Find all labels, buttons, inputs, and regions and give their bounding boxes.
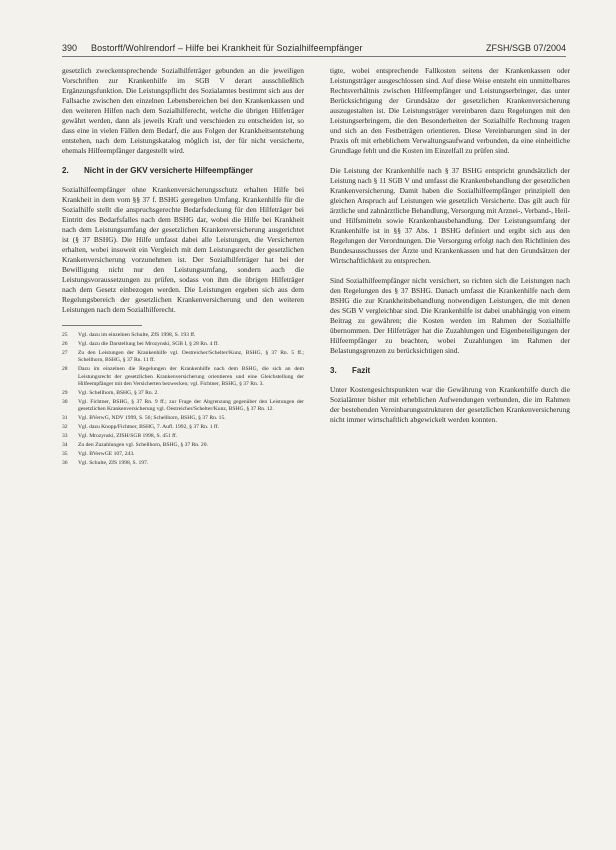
- footnote: [62, 460, 304, 467]
- body-paragraph: Die Leistung der Krankenhilfe nach § 37 BSHG entspricht grundsätzlich der Leistung nach § 11 SGB V und umfasst die Krankenbehandlung der gesetzlichen Krankenversicherung. Damit haben die Sozialhilfeempfänger prinzipiell den gleichen Anspruch auf Leistungen wie gesetzlich Versicherte. Das gilt auch für ärztliche und zahnärztliche Behandlung, Versorgung mit Arznei-, Verband-, Heil- und Hilfsmitteln sowie Krankenhausbehandlung. Der Leistungsumfang der Krankenhilfe ist in §§ 37 Abs. 1 BSHG definiert und ergibt sich aus den Regelungen der Verordnungen. Die Versorgung erfolgt nach den Richtlinien des Bundesausschusses der Ärzte und Krankenkassen und hat den Grundsätzen der Wirtschaftlichkeit zu entsprechen.: [330, 166, 570, 265]
- footnote-text: Vgl. dazu die Darstellung bei Mrozynski, SGB I, § 28 Rn. 4 ff.: [78, 340, 219, 347]
- footnote: [62, 332, 304, 339]
- footnote-text: Vgl. Mrozynski, ZfSH/SGB 1998, S. 451 ff.: [78, 432, 178, 439]
- footnote: [62, 350, 304, 365]
- footnote-number: 28: [62, 366, 68, 373]
- footnote-number: 34: [62, 441, 68, 448]
- footnote: [62, 341, 304, 348]
- section-title: Nicht in der GKV versicherte Hilfeempfänger: [84, 166, 253, 175]
- section-heading: [62, 166, 304, 176]
- footnote-text: Vgl. dazu Knopp/Fichtner, BSHG, 7. Aufl. 1992, § 37 Rn. 1 ff.: [78, 423, 219, 430]
- right-column: [330, 66, 570, 435]
- footnote-text: Dazu im einzelnen die Regelungen der Krankenhilfe nach dem BSHG, die sich an dem Leistungsrecht der gesetzlichen Krankenversicherung orientieren und eine Gleichstellung der Hilfeempfänger mit den Versicherten bezwecken; vgl. Fichtner, BSHG, § 37 Rn. 3.: [78, 366, 304, 387]
- running-title: Bostorff/Wohlrendorf – Hilfe bei Krankheit für Sozialhilfeempfänger: [91, 43, 363, 53]
- footnote-number: 25: [62, 332, 68, 338]
- body-paragraph: Unter Kostengesichtspunkten war die Gewährung von Krankenhilfe durch die Sozialämter bisher mit erheblichen Aufwendungen verbunden, die im Rahmen der bestehenden Vereinbarungsstrukturen der gesetzlichen Krankenversicherung nicht immer wirtschaftlich abgewickelt werden konnten.: [330, 385, 570, 424]
- footnote-number: 35: [62, 450, 68, 457]
- footnote-number: 26: [62, 340, 68, 347]
- section-number: 2.: [62, 166, 69, 175]
- footnote: [62, 424, 304, 431]
- footnote-number: 33: [62, 432, 68, 439]
- footnote: [62, 390, 304, 397]
- footnote-text: Vgl. Schulte, ZfS 1998, S. 197.: [78, 459, 149, 466]
- body-paragraph: Sind Sozialhilfeempfänger nicht versichert, so richten sich die Leistungen nach den Regelungen des § 37 BSHG. Danach umfasst die Krankenhilfe nach dem BSHG die zur Krankheitsbehandlung notwendigen Leistungen, die mit denen des SGB V vergleichbar sind. Die Krankenhilfe ist dabei unabhängig von einem Beitrag zu gewähren; die Kosten werden im Rahmen der Sozialhilfe übernommen. Der Hilfeträger hat die Zuzahlungen und Eigenbeteiligungen der Hilfeempfänger zu beachten, wobei Zuzahlungen im Rahmen der Belastungsgrenzen zu berücksichtigen sind.: [330, 276, 570, 355]
- footnote: [62, 442, 304, 449]
- body-paragraph: tigte, wobei entsprechende Fallkosten seitens der Krankenkassen oder Leistungsträger ausgeschlossen sind. Auf diese Weise entsteht ein unmittelbares Rechtsverhältnis zwischen Hilfeempfänger und Leistungserbringer, das unter Berücksichtigung der Grundsätze der gesetzlichen Krankenversicherung auszugestalten ist. Die Leistungsträger vereinbaren dazu Regelungen mit den Leistungserbringern, die den Besonderheiten der Sozialhilfe Rechnung tragen und sich an den Festbeträgen orientieren. Diese Vereinbarungen sind in der Praxis oft mit erheblichem Verwaltungsaufwand verbunden, da eine einheitliche Grundlage fehlt und die Kosten im Einzelfall zu prüfen sind.: [330, 66, 570, 155]
- footnotes: [62, 332, 304, 467]
- section-number: 3.: [330, 366, 337, 375]
- footnote: [62, 433, 304, 440]
- left-column: [62, 66, 304, 469]
- footnote: [62, 366, 304, 388]
- section-heading: [330, 366, 570, 376]
- footnote-number: 29: [62, 389, 68, 396]
- footnote-text: Vgl. BVerwG, NDV 1999, S. 56; Schellhorn, BSHG, § 37 Rn. 15.: [78, 415, 226, 422]
- footnote: [62, 415, 304, 422]
- footnote-number: 32: [62, 423, 68, 430]
- running-header: [62, 43, 566, 57]
- body-paragraph: Sozialhilfeempfänger ohne Krankenversicherungsschutz erhalten Hilfe bei Krankheit in dem vom §§ 37 f. BSHG geregelten Umfang. Krankenhilfe für die Sozialhilfe stellt die anspruchsgerechte Bedarfsdeckung für den Hilfeträger bei Eintritt des Bedarfsfalles nach dem BSHG dar, wobei die Hilfe bei Krankheit nach dem Leistungsumfang der gesetzlichen Krankenversicherung ausgerichtet ist (§ 37 BSHG). Die Hilfe umfasst dabei alle Leistungen, die Versicherten erhalten, wobei insoweit ein Vergleich mit dem Leistungsrecht der gesetzlichen Krankenversicherung vorzunehmen ist. Der Sozialhilfeträger hat bei der Bewilligung nicht nur den Leistungsumfang, sondern auch die Leistungsvoraussetzungen zu prüfen, sodass von ihm die übrigen Hilfeträger nach dem Gesetz einbezogen werden. Die Leistungen ergeben sich aus dem Regelungsbereich der gesetzlichen Krankenversicherung und den weiteren Leistungen nach dem Sozialhilferecht.: [62, 185, 304, 314]
- body-paragraph: gesetzlich zweckentsprechende Sozialhilfeträger gebunden an die jeweiligen Vorschriften zur Krankenhilfe im SGB V derart ausschließlich Ergänzungsfunktion. Die Leistungspflicht des Sozialamtes bestimmt sich aus der Fallsache zwischen den einzelnen Lebensbereichen bei den Krankenkassen und den weiteren Hilfen nach dem Sozialhilferecht, welche die übrigen Hilfeträger gewährt werden, dann als jeweils Kraft und verschieden zu entscheiden ist, so dass eine in vielen Fällen dem Bedarf, die aus Folgen der Krankheitsentstehung entstehen, nach dem Leistungskatalog möglich ist, der für nicht versicherte, ehemals Hilfeempfänger dargestellt wird.: [62, 66, 304, 155]
- footnote-text: Vgl. Fichtner, BSHG, § 37 Rn. 9 ff.; zur Frage der Abgrenzung gegenüber den Leistungen der gesetzlichen Krankenversicherung vgl. Oestreicher/Schelter/Kunz, BSHG, § 37 Rn. 12.: [78, 398, 304, 413]
- footnote-text: Zu den Leistungen der Krankenhilfe vgl. Oestreicher/Schelter/Kunz, BSHG, § 37 Rn. 5 ff.; Schellhorn, BSHG, § 37 Rn. 11 ff.: [78, 349, 304, 364]
- footnote-text: Vgl. dazu im einzelnen Schulte, ZfS 1998, S. 193 ff.: [78, 332, 196, 338]
- footnote-text: Vgl. Schellhorn, BSHG, § 37 Rn. 2.: [78, 389, 159, 396]
- footnote-number: 30: [62, 398, 68, 405]
- journal-reference: ZFSH/SGB 07/2004: [485, 43, 566, 53]
- footnote-text: Vgl. BVerwGE 107, 243.: [78, 450, 135, 457]
- page-number: 390: [62, 43, 78, 53]
- footnote-number: 27: [62, 349, 68, 356]
- footnote-separator: [62, 325, 142, 326]
- footnote-number: 36: [62, 459, 68, 466]
- footnote: [62, 451, 304, 458]
- section-title: Fazit: [352, 366, 371, 375]
- footnote-text: Zu den Zuzahlungen vgl. Schellhorn, BSHG, § 37 Rn. 20.: [78, 441, 208, 448]
- footnote-number: 31: [62, 415, 68, 422]
- footnote: [62, 399, 304, 414]
